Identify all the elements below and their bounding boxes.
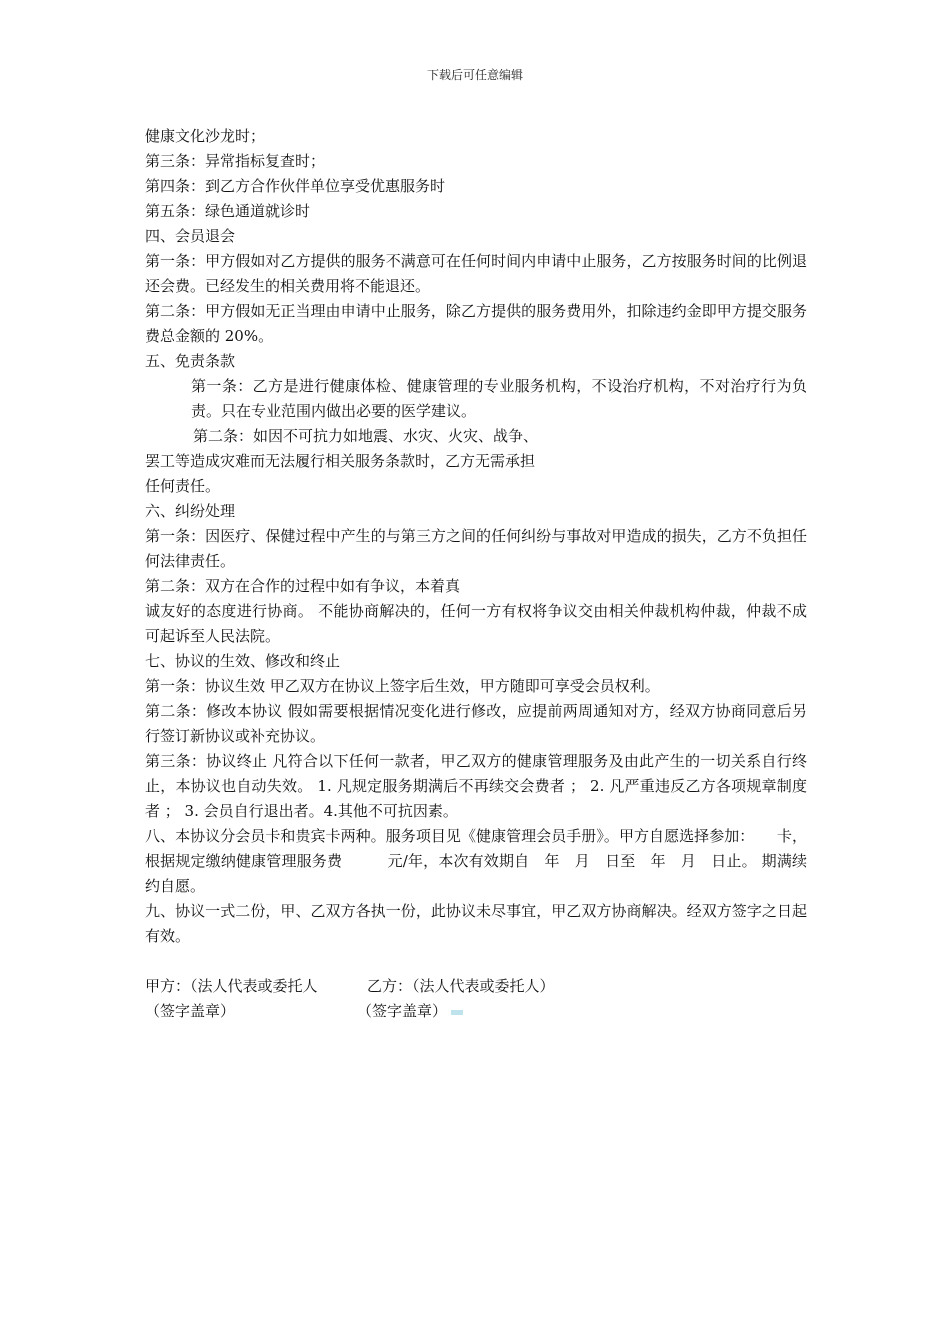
- text-line: 罢工等造成灾难而无法履行相关服务条款时，乙方无需承担: [145, 452, 536, 470]
- section-heading-5: 五、免责条款: [145, 352, 236, 370]
- spacer: [145, 949, 807, 974]
- text-line: 第三条：异常指标复查时；: [145, 152, 326, 170]
- text-line: 第二条：如因不可抗力如地震、水灾、火灾、战争、: [193, 427, 539, 445]
- text-line: 第五条：绿色通道就诊时: [145, 202, 311, 220]
- signature-row: [145, 974, 807, 999]
- cursor-mark: [451, 1010, 463, 1015]
- paragraph-disclaimer-1: 第一条：乙方是进行健康体检、健康管理的专业服务机构，不设治疗机构，不对治疗行为负责。只在专业范围内做出必要的医学建议。: [191, 377, 807, 420]
- text-line: 第一条：协议生效 甲乙双方在协议上签字后生效，甲方随即可享受会员权利。: [145, 677, 660, 695]
- party-b-seal: （签字盖章）: [357, 1002, 448, 1020]
- party-a-label: 甲方：（法人代表或委托人: [145, 977, 318, 995]
- section-heading-4: 四、会员退会: [145, 227, 236, 245]
- section-heading-6: 六、纠纷处理: [145, 502, 236, 520]
- paragraph-modify: 第二条：修改本协议 假如需要根据情况变化进行修改，应提前两周通知对方，经双方协商同意后另行签订新协议或补充协议。: [145, 702, 807, 745]
- paragraph-dispute-1: 第一条：因医疗、保健过程中产生的与第三方之间的任何纠纷与事故对甲造成的损失，乙方不负担任何法律责任。: [145, 527, 807, 570]
- document-body: [145, 124, 807, 1024]
- section-heading-7: 七、协议的生效、修改和终止: [145, 652, 341, 670]
- paragraph-card-types: 八、本协议分会员卡和贵宾卡两种。服务项目见《健康管理会员手册》。甲方自愿选择参加： 卡， 根据规定缴纳健康管理服务费 元/年，本次有效期自 年 月 日至 年 月 日止。 期满续约自愿。: [145, 827, 807, 895]
- paragraph-dispute-2: 诚友好的态度进行协商。 不能协商解决的，任何一方有权将争议交由相关仲裁机构仲裁，仲裁不成可起诉至人民法院。: [145, 602, 807, 645]
- paragraph-copies: 九、协议一式二份，甲、乙双方各执一份，此协议未尽事宜，甲乙双方协商解决。经双方签字之日起有效。: [145, 902, 807, 945]
- paragraph-withdraw-2: 第二条：甲方假如无正当理由申请中止服务，除乙方提供的服务费用外，扣除违约金即甲方提交服务费总金额的 20%。: [145, 302, 807, 345]
- text-line: 第四条：到乙方合作伙伴单位享受优惠服务时: [145, 177, 446, 195]
- seal-row: [145, 999, 807, 1024]
- text-line: 任何责任。: [145, 477, 221, 495]
- text-line: 健康文化沙龙时；: [145, 127, 266, 145]
- text-line: 第二条：双方在合作的过程中如有争议，本着真: [145, 577, 461, 595]
- party-b-label: 乙方：（法人代表或委托人）: [367, 977, 555, 995]
- page-header: 下载后可任意编辑: [426, 68, 523, 82]
- party-b-seal-group: [357, 999, 463, 1024]
- paragraph-withdraw-1: 第一条：甲方假如对乙方提供的服务不满意可在任何时间内申请中止服务，乙方按服务时间的比例退还会费。已经发生的相关费用将不能退还。: [145, 252, 807, 295]
- party-a-seal: （签字盖章）: [145, 1002, 236, 1020]
- paragraph-terminate: 第三条：协议终止 凡符合以下任何一款者，甲乙双方的健康管理服务及由此产生的一切关系自行终止，本协议也自动失效。 1. 凡规定服务期满后不再续交会费者 ； 2. 凡严重违反乙方各项规章制度者 ； 3. 会员自行退出者。4.其他不可抗因素。: [145, 752, 807, 820]
